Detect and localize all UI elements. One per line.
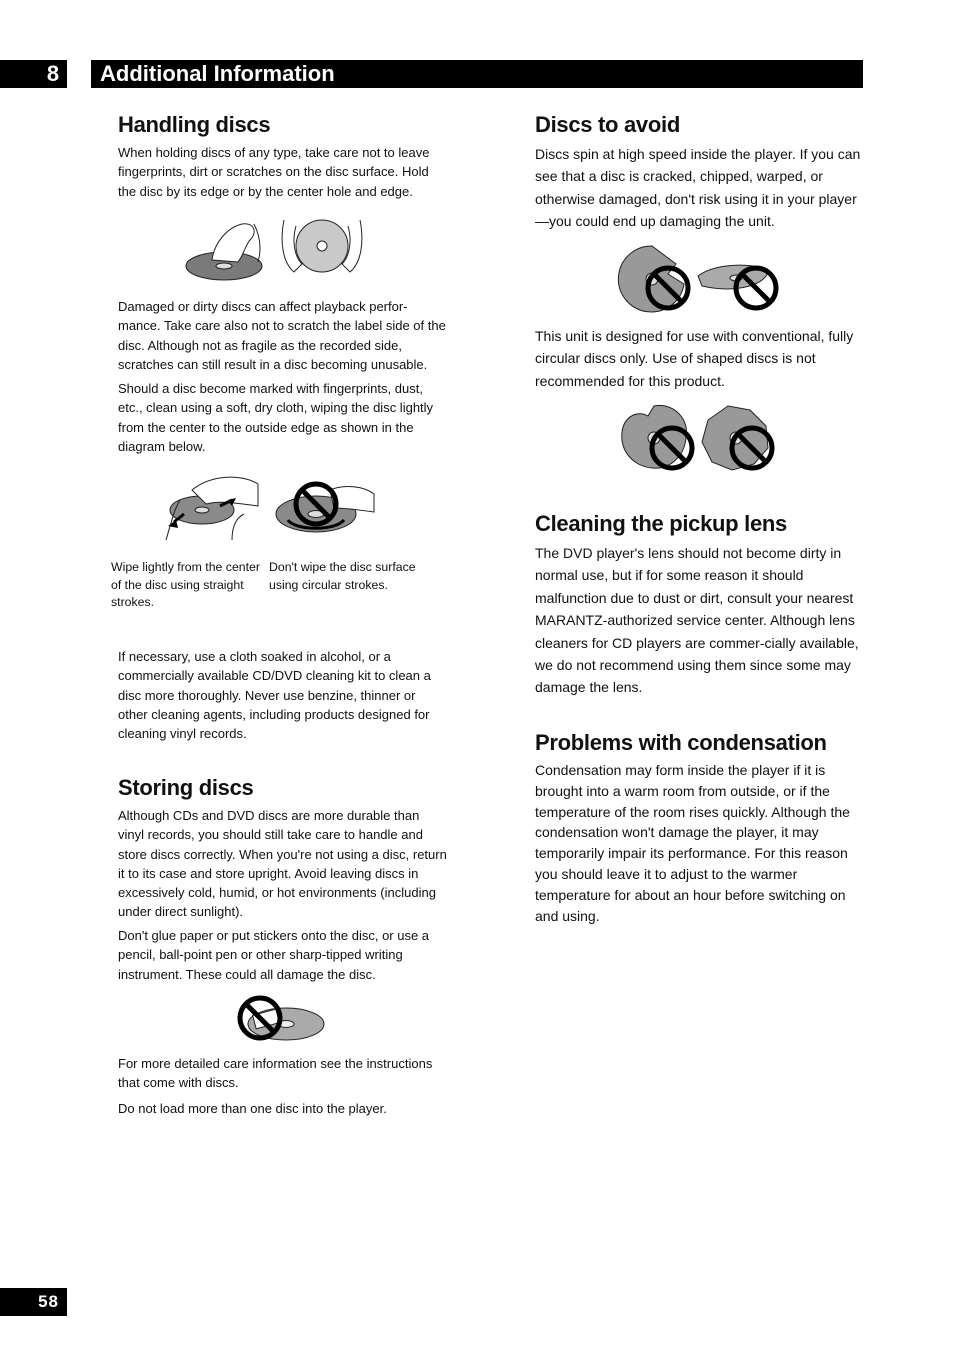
- storing-paragraph-3: For more detailed care information see the instructions that come with discs.: [118, 1056, 433, 1091]
- heading-storing-discs: Storing discs: [118, 775, 254, 800]
- page-number: 58: [0, 1288, 67, 1316]
- storing-paragraph-1: Although CDs and DVD discs are more durable than vinyl records, you should still take care to handle and store discs correctly. When you're not using a disc, return it to its case and store upright. Avoid leaving discs in excessively cold, humid, or hot environments (including under direct sunlight).: [118, 808, 447, 920]
- damaged-discs-illustration: [618, 244, 782, 314]
- storing-paragraph-4: Do not load more than one disc into the player.: [118, 1101, 387, 1116]
- handling-paragraph-2: Damaged or dirty discs can affect playback perfor-mance. Take care also not to scratch the label side of the disc. Although not as fragile as the recorded side, scratches can still result in a disc becoming unusable.: [118, 299, 446, 372]
- heading-discs-to-avoid: Discs to avoid: [535, 112, 680, 137]
- heading-handling-discs: Handling discs: [118, 112, 271, 137]
- condensation-paragraph-1: Condensation may form inside the player if it is brought into a warm room from outside, or if the temperature of the room rises quickly. Although the condensation won't damage the player, it may temporarily impair its performance. For this reason you should leave it to adjust to the warmer temperature for about an hour before switching on and using.: [535, 762, 850, 924]
- caption-wipe-straight: Wipe lightly from the center of the disc using straight strokes.: [111, 560, 260, 609]
- wipe-circular-illustration: [274, 478, 378, 540]
- avoid-paragraph-1: Discs spin at high speed inside the player. If you can see that a disc is cracked, chipped, warped, or otherwise damaged, don't risk using it in your player—you could end up damaging the unit.: [535, 146, 861, 230]
- caption-wipe-circular: Don't wipe the disc surface using circular strokes.: [269, 560, 416, 592]
- heading-cleaning-pickup-lens: Cleaning the pickup lens: [535, 511, 787, 536]
- avoid-paragraph-2: This unit is designed for use with conventional, fully circular discs only. Use of shaped discs is not recommended for this product.: [535, 328, 854, 389]
- chapter-title: Additional Information: [91, 60, 863, 88]
- chapter-number: 8: [0, 60, 67, 88]
- sticker-disc-illustration: [236, 994, 328, 1046]
- heading-problems-condensation: Problems with condensation: [535, 730, 827, 755]
- lens-paragraph-1: The DVD player's lens should not become dirty in normal use, but if for some reason it should malfunction due to dust or dirt, consult your nearest MARANTZ-authorized service center. Although lens cleaners for CD players are commer-cially available, we do not recommend using them since some may damage the lens.: [535, 545, 859, 696]
- wipe-straight-illustration: [162, 470, 262, 542]
- handling-paragraph-1: When holding discs of any type, take care not to leave fingerprints, dirt or scratches on the disc surface. Hold the disc by its edge or by the center hole and edge.: [118, 145, 430, 199]
- shaped-discs-illustration: [620, 402, 780, 474]
- storing-paragraph-2: Don't glue paper or put stickers onto the disc, or use a pencil, ball-point pen or other sharp-tipped writing instrument. These could all damage the disc.: [118, 928, 430, 982]
- handling-paragraph-3: Should a disc become marked with fingerprints, dust, etc., clean using a soft, dry cloth, wiping the disc lightly from the center to the outside edge as shown in the diagram below.: [118, 381, 434, 454]
- holding-disc-illustration: [184, 214, 380, 284]
- handling-paragraph-4: If necessary, use a cloth soaked in alcohol, or a commercially available CD/DVD cleaning kit to clean a disc more thoroughly. Never use benzine, thinner or other cleaning agents, including products designed for cleaning vinyl records.: [118, 649, 431, 742]
